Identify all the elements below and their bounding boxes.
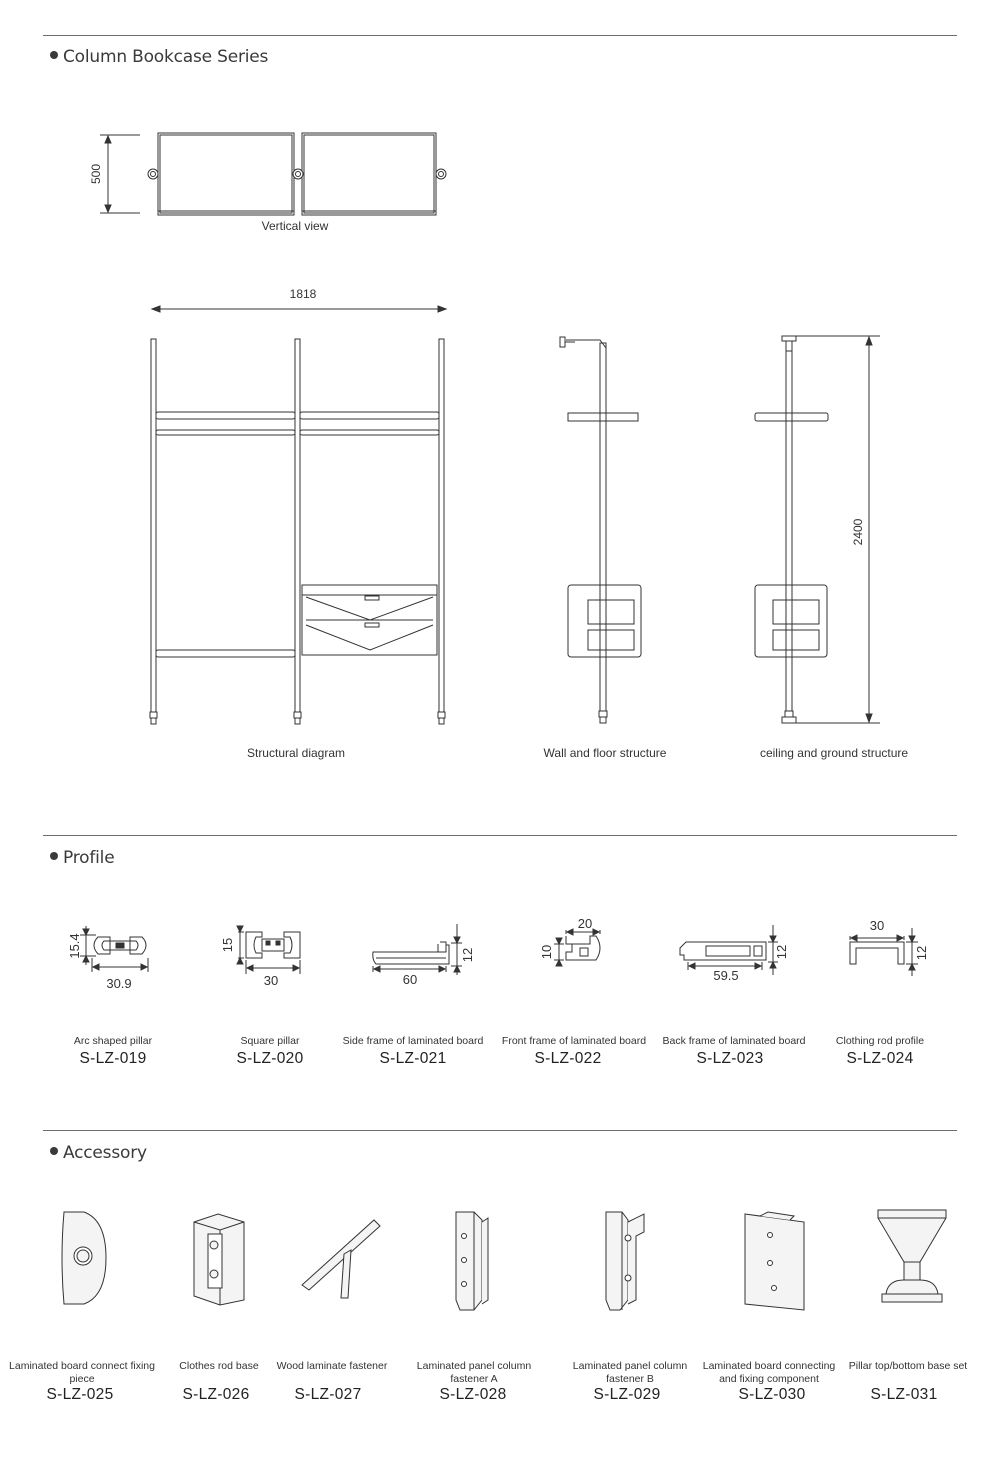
section-title-profile: Profile <box>50 848 114 868</box>
profile-code-022: S-LZ-022 <box>534 1050 602 1067</box>
accessory-030-connecting-component <box>745 1212 804 1310</box>
profile-022-dim-h: 10 <box>539 944 554 960</box>
profile-name-019: Arc shaped pillar <box>73 1035 153 1047</box>
dim-height: 2400 <box>851 518 865 546</box>
accessory-code-027: S-LZ-027 <box>294 1386 362 1403</box>
caption-vertical-view: Vertical view <box>261 219 329 233</box>
accessory-name-028: Laminated panel column fastener A <box>416 1360 532 1385</box>
accessory-name-025: Laminated board connect fixing piece <box>9 1360 155 1385</box>
profile-code-023: S-LZ-023 <box>696 1050 764 1067</box>
dim-width: 1818 <box>289 287 317 301</box>
section-title-series: Column Bookcase Series <box>50 47 268 67</box>
profile-code-024: S-LZ-024 <box>846 1050 914 1067</box>
profile-name-021: Side frame of laminated board <box>342 1035 484 1047</box>
caption-ceiling-ground: ceiling and ground structure <box>759 746 909 760</box>
accessory-code-029: S-LZ-029 <box>593 1386 661 1403</box>
caption-wall-floor: Wall and floor structure <box>543 746 667 760</box>
profile-023-dim-w: 59.5 <box>713 968 739 983</box>
accessory-name-031: Pillar top/bottom base set <box>848 1360 968 1372</box>
accessory-031-base-set <box>878 1210 946 1302</box>
accessory-029-fastener-b <box>606 1212 644 1310</box>
profile-023-dim-h: 12 <box>774 944 789 960</box>
dim-depth: 500 <box>89 163 103 185</box>
accessory-code-026: S-LZ-026 <box>182 1386 250 1403</box>
accessory-code-030: S-LZ-030 <box>738 1386 806 1403</box>
section-title-accessory: Accessory <box>50 1143 147 1163</box>
profile-code-021: S-LZ-021 <box>379 1050 447 1067</box>
profile-name-023: Back frame of laminated board <box>662 1035 806 1047</box>
profile-name-020: Square pillar <box>240 1035 300 1047</box>
accessory-027-laminate-fastener <box>302 1220 380 1298</box>
accessory-026-rod-base <box>194 1214 244 1305</box>
accessory-name-026: Clothes rod base <box>179 1360 259 1372</box>
profile-020-dim-w: 30 <box>263 973 279 988</box>
profile-name-022: Front frame of laminated board <box>501 1035 647 1047</box>
accessory-name-030: Laminated board connecting and fixing component <box>702 1360 836 1385</box>
profile-code-019: S-LZ-019 <box>79 1050 147 1067</box>
profile-022-dim-w: 20 <box>577 916 593 931</box>
profile-020-dim-h: 15 <box>220 937 235 953</box>
accessory-028-fastener-a <box>456 1212 488 1310</box>
accessory-code-031: S-LZ-031 <box>870 1386 938 1403</box>
profile-code-020: S-LZ-020 <box>236 1050 304 1067</box>
profile-024-dim-w: 30 <box>869 918 885 933</box>
profile-021-dim-w: 60 <box>402 972 418 987</box>
caption-structural: Structural diagram <box>246 746 346 760</box>
accessory-name-029: Laminated panel column fastener B <box>572 1360 688 1385</box>
profile-019-dim-h: 15.4 <box>67 933 82 959</box>
accessory-name-027: Wood laminate fastener <box>276 1360 388 1372</box>
accessory-code-025: S-LZ-025 <box>46 1386 114 1403</box>
profile-019-dim-w: 30.9 <box>106 976 132 991</box>
profile-name-024: Clothing rod profile <box>835 1035 925 1047</box>
profile-021-dim-h: 12 <box>460 947 475 963</box>
profile-024-dim-h: 12 <box>914 945 929 961</box>
accessory-025-fixing-piece <box>62 1212 106 1304</box>
accessory-code-028: S-LZ-028 <box>439 1386 507 1403</box>
